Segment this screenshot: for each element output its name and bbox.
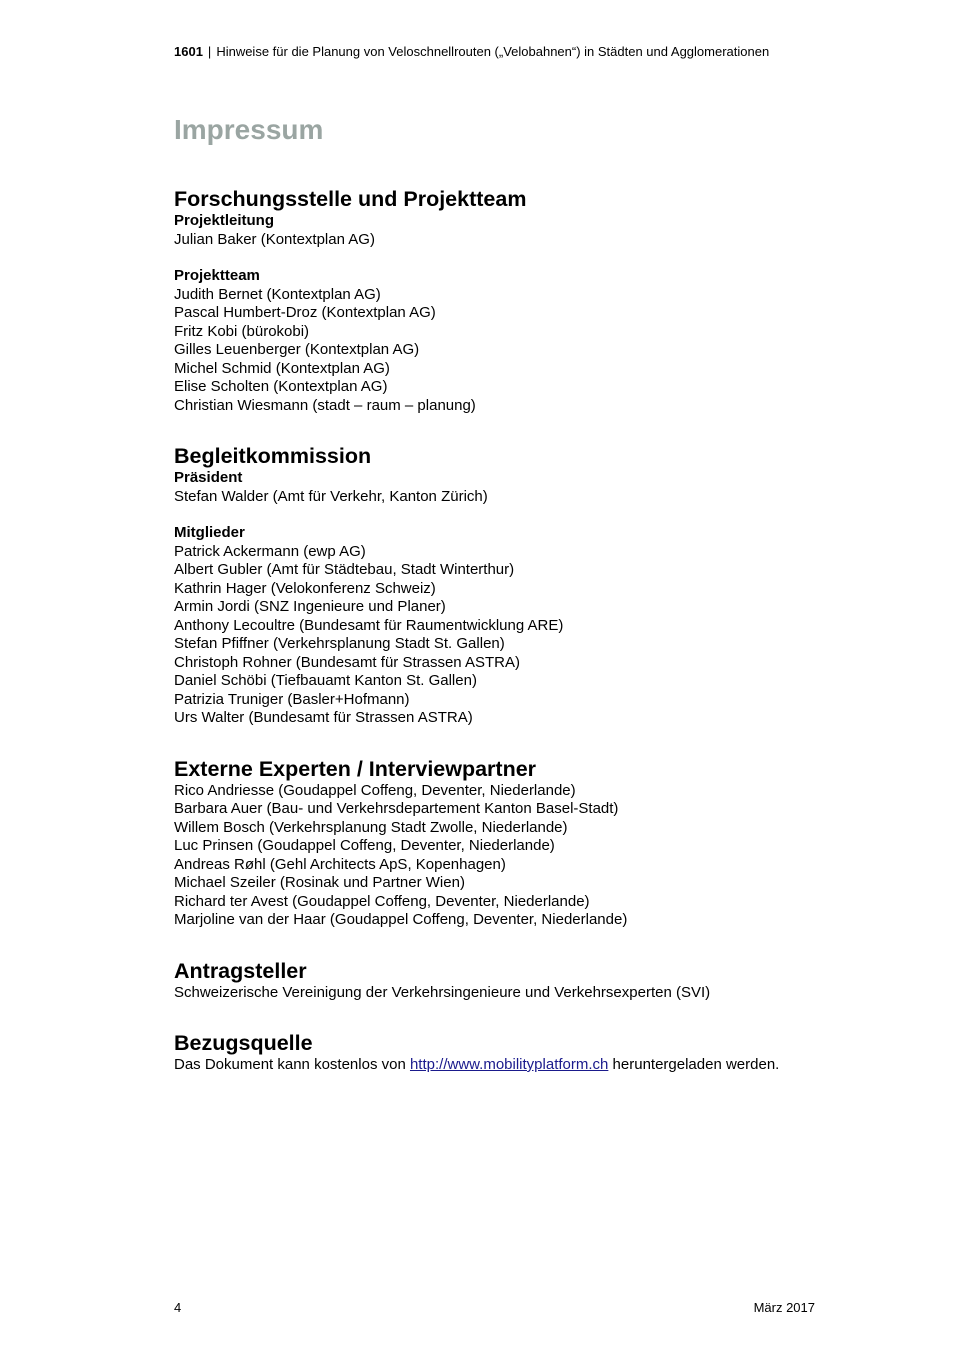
list-item: Urs Walter (Bundesamt für Strassen ASTRA)	[174, 709, 473, 726]
section-heading: Bezugsquelle	[174, 1031, 313, 1055]
list-item: Richard ter Avest (Goudappel Coffeng, Deventer, Niederlande)	[174, 892, 590, 910]
list-item: Julian Baker (Kontextplan AG)	[174, 230, 375, 248]
list-item: Michel Schmid (Kontextplan AG)	[174, 359, 390, 377]
list-item: Rico Andriesse (Goudappel Coffeng, Deventer, Niederlande)	[174, 781, 576, 799]
mobilityplatform-link[interactable]: http://www.mobilityplatform.ch	[409, 1056, 609, 1073]
list-item: Judith Bernet (Kontextplan AG)	[174, 285, 381, 303]
text-before-link: Das Dokument kann kostenlos von	[174, 1056, 406, 1073]
section-forschung	[174, 186, 819, 415]
body-text	[174, 1056, 819, 1075]
list-item: Christian Wiesmann (stadt – raum – planung)	[174, 396, 476, 414]
subheading-projektleitung: Projektleitung	[174, 212, 275, 229]
list-item: Patrick Ackermann (ewp AG)	[174, 542, 366, 560]
header-separator: |	[207, 44, 212, 59]
section-externe-experten	[174, 756, 819, 930]
list-item: Albert Gubler (Amt für Städtebau, Stadt Winterthur)	[174, 561, 515, 578]
subheading-mitglieder: Mitglieder	[174, 524, 245, 541]
list-item: Barbara Auer (Bau- und Verkehrsdepartement Kanton Basel-Stadt)	[174, 800, 619, 817]
running-header	[174, 44, 769, 59]
section-antragsteller	[174, 958, 819, 1003]
list-item: Christoph Rohner (Bundesamt für Strassen ASTRA)	[174, 653, 520, 671]
page-number: 4	[174, 1300, 182, 1315]
list-item: Kathrin Hager (Velokonferenz Schweiz)	[174, 579, 436, 597]
section-begleitkommission	[174, 443, 819, 728]
list-item: Willem Bosch (Verkehrsplanung Stadt Zwolle, Niederlande)	[174, 818, 568, 836]
section-heading: Externe Experten / Interviewpartner	[174, 756, 537, 781]
list-item: Armin Jordi (SNZ Ingenieure und Planer)	[174, 598, 446, 615]
subheading-praesident: Präsident	[174, 469, 243, 486]
section-heading: Forschungsstelle und Projektteam	[174, 187, 527, 211]
section-heading: Antragsteller	[174, 958, 307, 983]
section-bezugsquelle	[174, 1030, 819, 1075]
list-item: Luc Prinsen (Goudappel Coffeng, Deventer, Niederlande)	[174, 837, 555, 854]
body-text: Schweizerische Vereinigung der Verkehrsingenieure und Verkehrsexperten (SVI)	[174, 983, 711, 1001]
section-heading: Begleitkommission	[174, 444, 372, 468]
report-number: 1601	[174, 44, 203, 59]
list-item: Andreas Røhl (Gehl Architects ApS, Kopenhagen)	[174, 855, 506, 873]
page-title: Impressum	[174, 114, 324, 145]
footer-date: März 2017	[753, 1300, 815, 1315]
text-after-link: heruntergeladen werden.	[612, 1056, 780, 1073]
page-content	[174, 186, 819, 1075]
list-item: Anthony Lecoultre (Bundesamt für Raumentwicklung ARE)	[174, 616, 564, 634]
list-item: Marjoline van der Haar (Goudappel Coffeng, Deventer, Niederlande)	[174, 911, 628, 928]
list-item: Michael Szeiler (Rosinak und Partner Wien)	[174, 874, 465, 891]
list-item: Fritz Kobi (bürokobi)	[174, 322, 310, 340]
report-title: Hinweise für die Planung von Veloschnellrouten („Velobahnen“) in Städten und Agglomerationen	[216, 44, 770, 59]
list-item: Gilles Leuenberger (Kontextplan AG)	[174, 341, 420, 358]
list-item: Daniel Schöbi (Tiefbauamt Kanton St. Gallen)	[174, 672, 477, 689]
list-item: Stefan Walder (Amt für Verkehr, Kanton Zürich)	[174, 487, 488, 505]
subheading-projektteam: Projektteam	[174, 267, 260, 284]
list-item: Patrizia Truniger (Basler+Hofmann)	[174, 690, 410, 708]
list-item: Stefan Pfiffner (Verkehrsplanung Stadt St. Gallen)	[174, 635, 505, 652]
list-item: Elise Scholten (Kontextplan AG)	[174, 378, 388, 395]
list-item: Pascal Humbert-Droz (Kontextplan AG)	[174, 304, 436, 321]
